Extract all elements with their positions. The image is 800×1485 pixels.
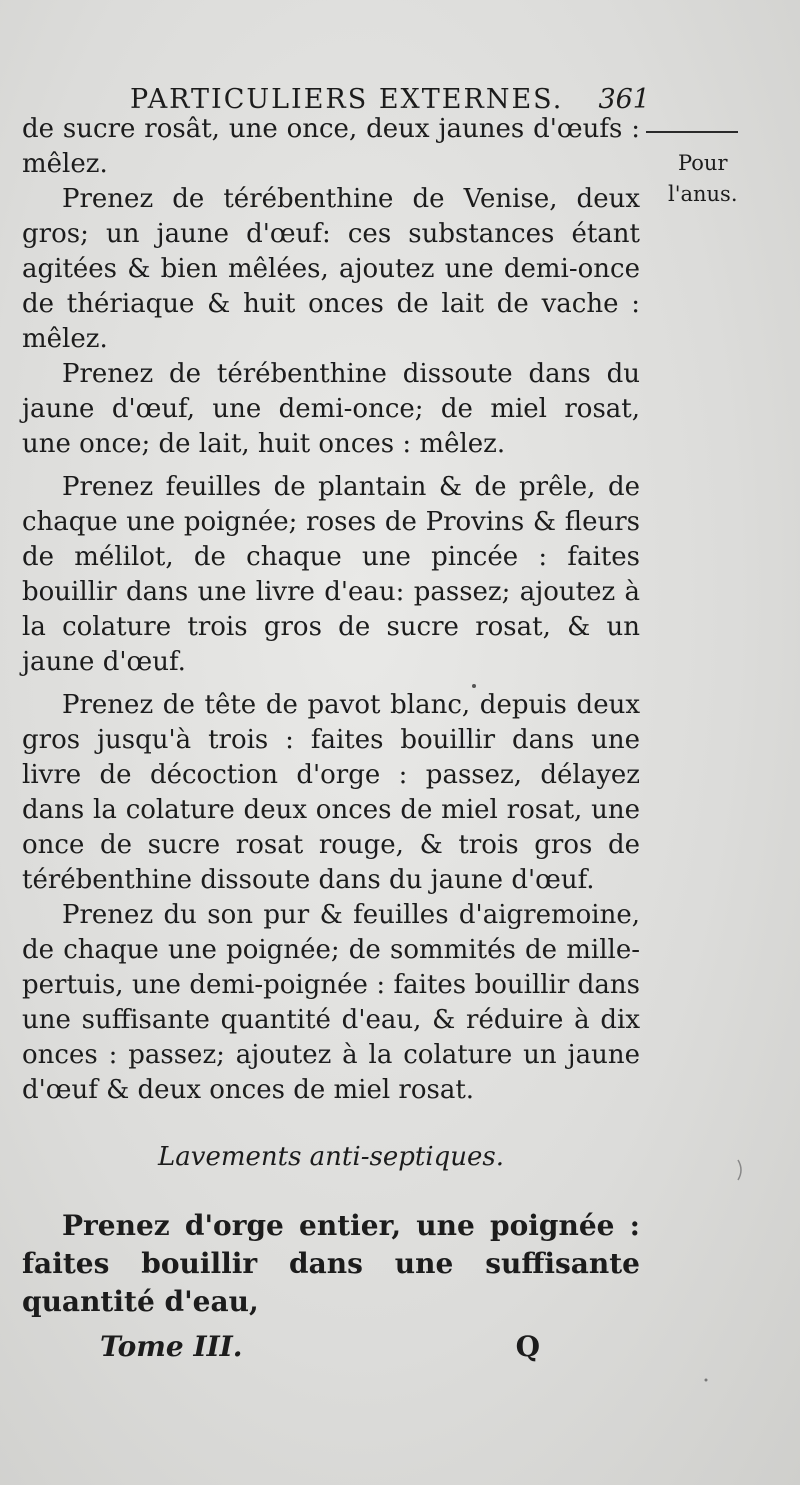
margin-note-line-1: Pour (678, 151, 728, 175)
page-number: 361 (598, 84, 650, 115)
last-paragraph: Prenez d'orge entier, une poignée : faites bouillir dans une suffisante quantité d'eau, (22, 1209, 640, 1318)
paragraph-1: de sucre rosât, une once, deux jaunes d'œufs : mêlez. (22, 114, 640, 179)
margin-note (668, 148, 738, 210)
paragraph-2: Prenez de térébenthine de Venise, deux gros; un jaune d'œuf: ces substances étant agitées & bien mêlées, ajoutez une demi-once de thériaque & huit onces de lait de vache : mêlez. (22, 184, 640, 354)
page-body (22, 112, 640, 1321)
signature-mark: Q (515, 1330, 540, 1363)
paragraph-6: Prenez du son pur & feuilles d'aigremoine, de chaque une poignée; de sommités de mille-pertuis, une demi-poignée : faites bouillir dans une suffisante quantité d'eau, & réduire à dix onces : passez; ajoutez à la colature un jaune d'œuf & deux onces de miel rosat. (22, 900, 640, 1105)
page-header (130, 84, 650, 115)
section-heading: Lavements anti-septiques. (158, 1142, 504, 1172)
paragraph-4: Prenez feuilles de plantain & de prêle, de chaque une poignée; roses de Provins & fleurs de mélilot, de chaque une pincée : faites bouillir dans une livre d'eau: passez; ajoutez à la colature trois gros de sucre rosat, & un jaune d'œuf. (22, 472, 640, 677)
margin-rule (646, 131, 738, 133)
volume-label: Tome III. (100, 1330, 243, 1363)
margin-note-line-2: l'anus. (668, 182, 738, 206)
paragraph-5: Prenez de tête de pavot blanc, depuis deux gros jusqu'à trois : faites bouillir dans une livre de décoction d'orge : passez, délayez dans la colature deux onces de miel rosat, une once de sucre rosat rouge, & trois gros de térébenthine dissoute dans du jaune d'œuf. (22, 690, 640, 895)
page-footer (100, 1330, 540, 1363)
paragraph-3: Prenez de térébenthine dissoute dans du jaune d'œuf, une demi-once; de miel rosat, une once; de lait, huit onces : mêlez. (22, 359, 640, 459)
running-title: PARTICULIERS EXTERNES. (130, 84, 564, 115)
